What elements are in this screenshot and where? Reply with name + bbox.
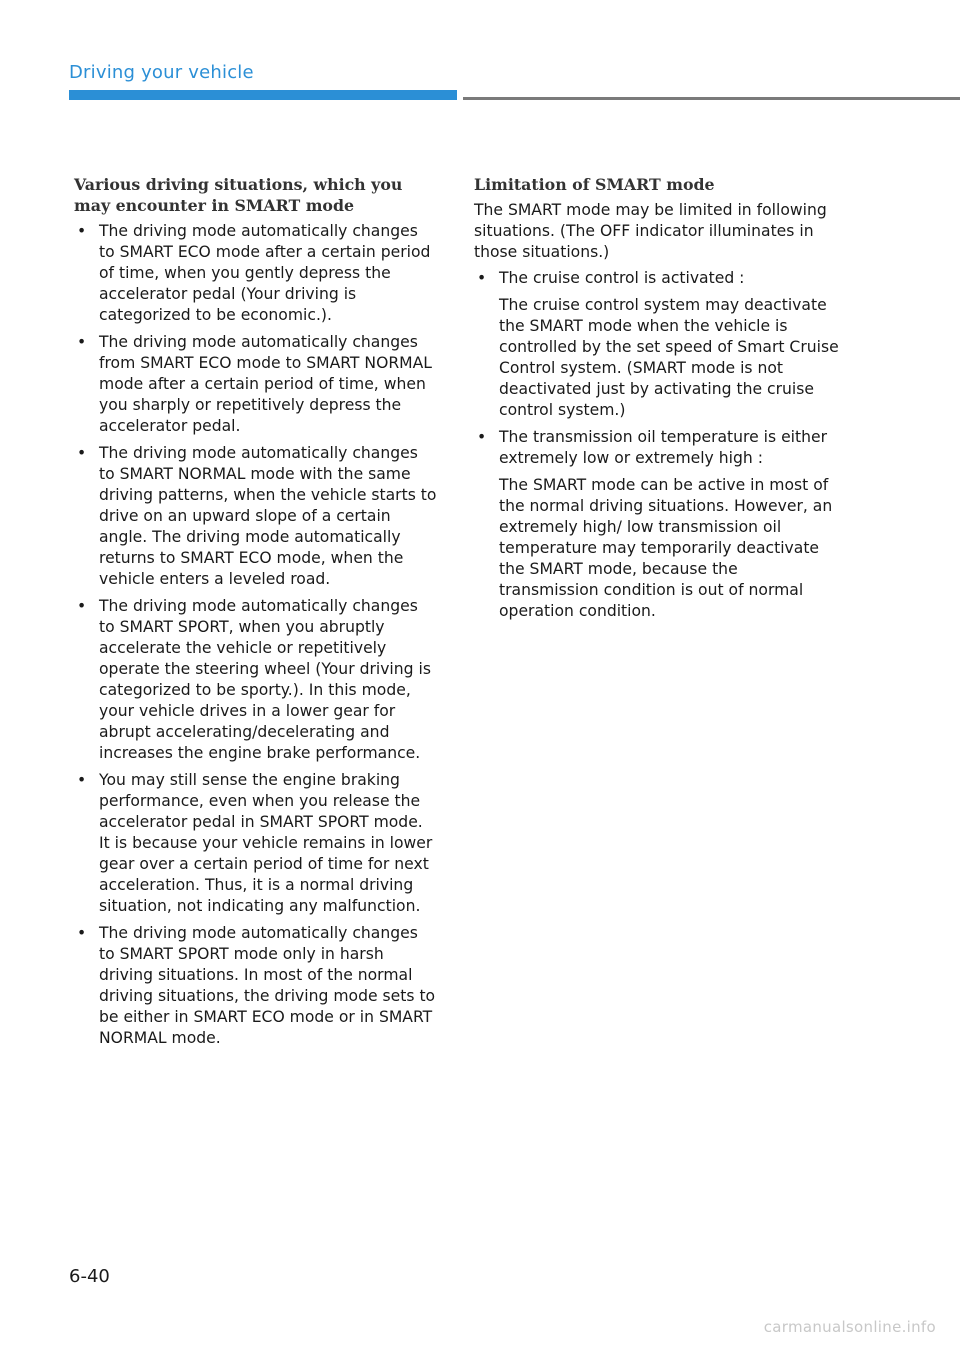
- list-item: [74, 443, 438, 590]
- page-number: 6-40: [69, 1266, 110, 1287]
- left-column: [74, 174, 438, 1055]
- bullet-icon: •: [477, 428, 487, 446]
- right-heading: Limitation of SMART mode: [474, 175, 715, 194]
- list-item: [474, 268, 840, 421]
- list-item: [74, 596, 438, 764]
- list-item-detail: The SMART mode can be active in most of the normal driving situations. However, an extremely high/ low transmission oil temperature may temporarily deactivate the SMART mode, because the transmission condition is out of normal operation condition.: [499, 476, 833, 620]
- list-item-title: The transmission oil temperature is either extremely low or extremely high :: [499, 428, 828, 467]
- header-rule-accent: [69, 90, 457, 100]
- list-item-text: The driving mode automatically changes from SMART ECO mode to SMART NORMAL mode after a certain period of time, when you sharply or repetitively depress the accelerator pedal.: [99, 333, 432, 435]
- list-item-text: The driving mode automatically changes to SMART SPORT, when you abruptly accelerate the vehicle or repetitively operate the steering wheel (Your driving is categorized to be sporty.). In this mode, your vehicle drives in a lower gear for abrupt accelerating/decelerating and increases the engine brake performance.: [99, 597, 431, 762]
- watermark: carmanualsonline.info: [763, 1318, 936, 1336]
- list-item-text: The driving mode automatically changes to SMART ECO mode after a certain period of time, when you gently depress the accelerator pedal (Your driving is categorized to be economic.).: [99, 222, 431, 324]
- bullet-icon: •: [77, 597, 87, 615]
- bullet-icon: •: [77, 333, 87, 351]
- bullet-icon: •: [77, 222, 87, 240]
- list-item: [74, 221, 438, 326]
- left-heading: Various driving situations, which you may encounter in SMART mode: [74, 175, 403, 215]
- bullet-icon: •: [477, 269, 487, 287]
- bullet-icon: •: [77, 924, 87, 942]
- section-title: Driving your vehicle: [69, 62, 254, 83]
- list-item-text: The driving mode automatically changes to SMART SPORT mode only in harsh driving situations. In most of the normal driving situations, the driving mode sets to be either in SMART ECO mode or in SMART NORMAL mode.: [99, 924, 436, 1047]
- right-column: [474, 174, 840, 628]
- list-item: [74, 923, 438, 1049]
- list-item: [74, 332, 438, 437]
- header-rule-gray: [463, 97, 960, 100]
- list-item-title: The cruise control is activated :: [499, 269, 745, 287]
- bullet-icon: •: [77, 444, 87, 462]
- bullet-icon: •: [77, 771, 87, 789]
- right-intro: The SMART mode may be limited in following situations. (The OFF indicator illuminates in those situations.): [474, 201, 827, 261]
- list-item-text: You may still sense the engine braking performance, even when you release the accelerator pedal in SMART SPORT mode. It is because your vehicle remains in lower gear over a certain period of time for next acceleration. Thus, it is a normal driving situation, not indicating any malfunction.: [99, 771, 433, 915]
- list-item-detail: The cruise control system may deactivate the SMART mode when the vehicle is controlled by the set speed of Smart Cruise Control system. (SMART mode is not deactivated just by activating the cruise control system.): [499, 296, 839, 419]
- list-item-text: The driving mode automatically changes to SMART NORMAL mode with the same driving patterns, when the vehicle starts to drive on an upward slope of a certain angle. The driving mode automatically returns to SMART ECO mode, when the vehicle enters a leveled road.: [99, 444, 437, 588]
- right-bullet-list: [474, 268, 840, 622]
- list-item: [74, 770, 438, 917]
- left-bullet-list: [74, 221, 438, 1049]
- list-item: [474, 427, 840, 622]
